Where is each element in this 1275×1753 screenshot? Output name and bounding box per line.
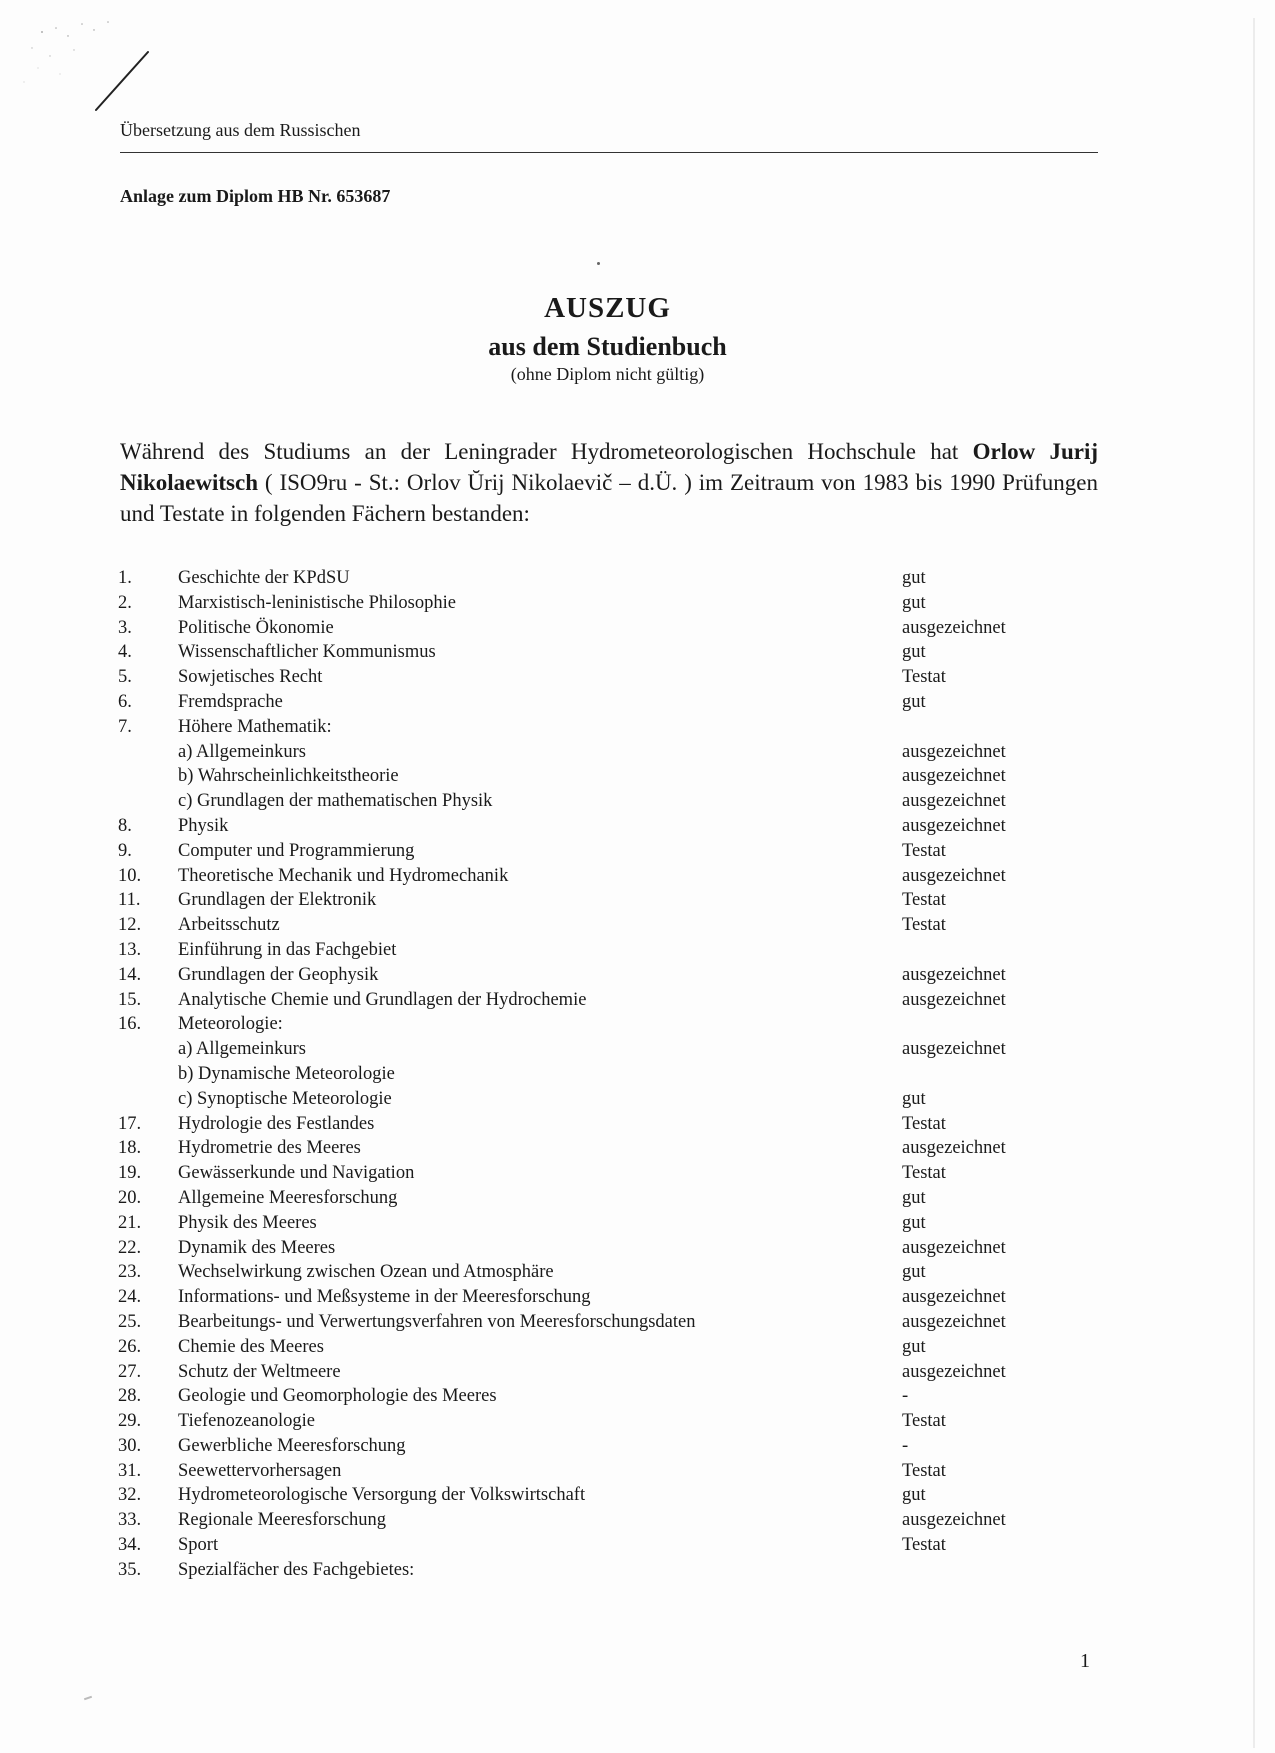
subject-num: 19. — [118, 1163, 142, 1184]
subject-num: 28. — [118, 1386, 142, 1407]
scan-mark — [84, 1696, 92, 1701]
subject-row — [0, 1459, 1275, 1484]
subject-grade: gut — [902, 568, 926, 588]
subject-row — [0, 1483, 1275, 1508]
subject-name: Hydrologie des Festlandes — [178, 1113, 375, 1134]
subject-grade: ausgezeichnet — [902, 1287, 1006, 1308]
subject-num: 25. — [118, 1311, 142, 1332]
subject-num: 22. — [118, 1237, 142, 1258]
subject-row — [0, 888, 1275, 913]
subject-num: 21. — [118, 1212, 142, 1233]
subject-name: Dynamik des Meeres — [178, 1237, 336, 1258]
subject-row — [0, 715, 1275, 740]
subject-row — [0, 1136, 1275, 1161]
subject-row — [0, 789, 1275, 814]
subject-name: Physik — [178, 815, 229, 836]
subject-grade: gut — [902, 1088, 926, 1109]
subject-name: c) Synoptische Meteorologie — [178, 1088, 392, 1109]
subject-name: Sport — [178, 1535, 219, 1556]
subject-row — [0, 913, 1275, 938]
subject-grade: ausgezeichnet — [902, 865, 1006, 886]
subject-name: a) Allgemeinkurs — [178, 1039, 306, 1060]
subject-grade: ausgezeichnet — [902, 1510, 1006, 1531]
subject-row — [0, 1161, 1275, 1186]
subject-grade: Testat — [902, 1113, 946, 1134]
subject-name: Chemie des Meeres — [178, 1336, 324, 1357]
subject-row — [0, 1062, 1275, 1087]
subject-row — [0, 814, 1275, 839]
header-rule — [120, 152, 1098, 153]
subject-num: 2. — [118, 592, 132, 613]
student-name: Orlow Jurij Nikolaewitsch — [120, 439, 1098, 495]
subject-name: Einführung in das Fachgebiet — [178, 939, 397, 960]
subject-name: Informations- und Meßsysteme in der Meeresforschung — [178, 1287, 591, 1308]
subject-num: 18. — [118, 1138, 142, 1159]
subject-name: Meteorologie: — [178, 1014, 283, 1035]
annex-label: Anlage zum Diplom HB Nr. 653687 — [120, 186, 391, 206]
subject-row — [0, 1533, 1275, 1558]
subject-name: Regionale Meeresforschung — [178, 1510, 387, 1531]
subject-name: Schutz der Weltmeere — [178, 1361, 341, 1382]
subject-name: Gewerbliche Meeresforschung — [178, 1435, 406, 1456]
subject-name: Physik des Meeres — [178, 1212, 317, 1233]
subject-name: Analytische Chemie und Grundlagen der Hydrochemie — [178, 989, 587, 1010]
subject-row — [0, 1409, 1275, 1434]
subject-row — [0, 1087, 1275, 1112]
intro-paragraph — [120, 436, 1098, 529]
subject-num: 33. — [118, 1510, 142, 1531]
subject-name: Geschichte der KPdSU — [178, 568, 350, 588]
subject-num: 4. — [118, 642, 132, 663]
subject-grade: - — [902, 1435, 909, 1456]
subject-row — [0, 988, 1275, 1013]
subject-row — [0, 1037, 1275, 1062]
subject-num: 14. — [118, 964, 142, 985]
subject-grade: gut — [902, 642, 926, 663]
subject-num: 10. — [118, 865, 142, 886]
subject-name: Wechselwirkung zwischen Ozean und Atmosphäre — [178, 1262, 554, 1283]
subject-row — [0, 1211, 1275, 1236]
subject-name: Marxistisch-leninistische Philosophie — [178, 592, 456, 613]
subject-grade: ausgezeichnet — [902, 1138, 1006, 1159]
subject-num: 13. — [118, 939, 142, 960]
subject-num: 24. — [118, 1287, 142, 1308]
subject-row — [0, 1310, 1275, 1335]
subject-row — [0, 764, 1275, 789]
subject-row — [0, 665, 1275, 690]
subject-grade: Testat — [902, 1411, 946, 1432]
subject-num: 16. — [118, 1014, 142, 1035]
subject-row — [0, 1112, 1275, 1137]
subject-grade: ausgezeichnet — [902, 766, 1006, 787]
subject-grade: ausgezeichnet — [902, 989, 1006, 1010]
subject-num: 32. — [118, 1485, 142, 1506]
subject-name: Arbeitsschutz — [178, 915, 280, 936]
subject-num: 17. — [118, 1113, 142, 1134]
subject-grade: gut — [902, 1187, 926, 1208]
subject-num: 15. — [118, 989, 142, 1010]
subject-row — [0, 963, 1275, 988]
subject-name: a) Allgemeinkurs — [178, 741, 306, 762]
subject-num: 5. — [118, 667, 132, 688]
subject-grade: ausgezeichnet — [902, 964, 1006, 985]
subject-num: 20. — [118, 1187, 142, 1208]
subject-name: Höhere Mathematik: — [178, 716, 332, 737]
intro-text-start: Während des Studiums an der Leningrader Hydrometeorologischen Hochschule hat — [120, 439, 973, 464]
subject-row — [0, 1236, 1275, 1261]
subject-grade: gut — [902, 691, 926, 712]
subject-row — [0, 864, 1275, 889]
subject-row — [0, 1384, 1275, 1409]
subject-num: 12. — [118, 915, 142, 936]
subject-grade: ausgezeichnet — [902, 1361, 1006, 1382]
subject-name: Geologie und Geomorphologie des Meeres — [178, 1386, 497, 1407]
subject-name: b) Wahrscheinlichkeitstheorie — [178, 766, 399, 787]
subject-name: Wissenschaftlicher Kommunismus — [178, 642, 436, 663]
pen-stroke-mark — [88, 46, 158, 116]
subject-name: c) Grundlagen der mathematischen Physik — [178, 791, 493, 812]
subject-grade: Testat — [902, 840, 946, 861]
subject-row — [0, 1508, 1275, 1533]
subject-num: 3. — [118, 617, 132, 638]
subject-grade: ausgezeichnet — [902, 1039, 1006, 1060]
subject-grade: Testat — [902, 667, 946, 688]
subject-num: 30. — [118, 1435, 142, 1456]
subject-name: Tiefenozeanologie — [178, 1411, 315, 1432]
scan-dot — [597, 262, 600, 265]
subject-grade: ausgezeichnet — [902, 791, 1006, 812]
subject-name: Hydrometrie des Meeres — [178, 1138, 361, 1159]
document-title: AUSZUG — [544, 292, 671, 324]
subject-row — [0, 839, 1275, 864]
subject-name: Theoretische Mechanik und Hydromechanik — [178, 865, 509, 886]
subject-grade: Testat — [902, 890, 946, 911]
subject-grade: ausgezeichnet — [902, 1311, 1006, 1332]
subject-grade: gut — [902, 1212, 926, 1233]
subject-num: 7. — [118, 716, 132, 737]
subject-row — [0, 566, 1275, 591]
subject-row — [0, 1335, 1275, 1360]
subject-num: 8. — [118, 815, 132, 836]
subject-num: 26. — [118, 1336, 142, 1357]
subject-grade: Testat — [902, 1460, 946, 1481]
subject-grade: ausgezeichnet — [902, 617, 1006, 638]
subject-num: 34. — [118, 1535, 142, 1556]
subject-num: 1. — [118, 568, 132, 588]
subject-grade: - — [902, 1386, 909, 1407]
subject-num: 29. — [118, 1411, 142, 1432]
subject-row — [0, 1434, 1275, 1459]
subject-grade: ausgezeichnet — [902, 815, 1006, 836]
subject-grade: Testat — [902, 915, 946, 936]
subject-name: Politische Ökonomie — [178, 617, 334, 638]
subject-name: Grundlagen der Elektronik — [178, 890, 377, 911]
subject-num: 35. — [118, 1559, 142, 1580]
subject-num: 23. — [118, 1262, 142, 1283]
document-subtitle: aus dem Studienbuch — [488, 332, 727, 361]
subject-name: Fremdsprache — [178, 691, 283, 712]
subject-num: 9. — [118, 840, 132, 861]
subject-row — [0, 640, 1275, 665]
subject-row — [0, 591, 1275, 616]
subject-row — [0, 616, 1275, 641]
subject-name: Gewässerkunde und Navigation — [178, 1163, 415, 1184]
subject-name: Bearbeitungs- und Verwertungsverfahren von Meeresforschungsdaten — [178, 1311, 696, 1332]
subject-num: 6. — [118, 691, 132, 712]
subject-grade: Testat — [902, 1163, 946, 1184]
subject-num: 27. — [118, 1361, 142, 1382]
subject-grade: gut — [902, 1262, 926, 1283]
subject-name: Allgemeine Meeresforschung — [178, 1187, 398, 1208]
subject-name: Sowjetisches Recht — [178, 667, 323, 688]
subject-row — [0, 1012, 1275, 1037]
validity-note: (ohne Diplom nicht gültig) — [510, 364, 705, 384]
subject-row — [0, 938, 1275, 963]
subjects-list — [0, 566, 1275, 1583]
subject-name: Grundlagen der Geophysik — [178, 964, 379, 985]
subject-row — [0, 1186, 1275, 1211]
page-number: 1 — [1080, 1650, 1090, 1672]
subject-name: Hydrometeorologische Versorgung der Volkswirtschaft — [178, 1485, 586, 1506]
subject-row — [0, 1360, 1275, 1385]
subject-row — [0, 740, 1275, 765]
subject-grade: gut — [902, 592, 926, 613]
subject-num: 31. — [118, 1460, 142, 1481]
subject-row — [0, 1558, 1275, 1583]
subject-grade: gut — [902, 1336, 926, 1357]
subject-row — [0, 1260, 1275, 1285]
translation-note: Übersetzung aus dem Russischen — [120, 120, 361, 140]
subject-row — [0, 690, 1275, 715]
subject-grade: ausgezeichnet — [902, 1237, 1006, 1258]
subject-grade: Testat — [902, 1535, 946, 1556]
subject-grade: ausgezeichnet — [902, 741, 1006, 762]
subject-name: Spezialfächer des Fachgebietes: — [178, 1559, 415, 1580]
subject-num: 11. — [118, 890, 141, 911]
subject-grade: gut — [902, 1485, 926, 1506]
subject-name: b) Dynamische Meteorologie — [178, 1063, 395, 1084]
intro-text-end: ( ISO9ru - St.: Orlov Ŭrij Nikolaevič – d.Ü. ) im Zeitraum von 1983 bis 1990 Prüfungen und Testate in folgenden Fächern bestanden: — [120, 470, 1098, 526]
subject-name: Seewettervorhersagen — [178, 1460, 342, 1481]
subject-name: Computer und Programmierung — [178, 840, 415, 861]
subject-row — [0, 1285, 1275, 1310]
